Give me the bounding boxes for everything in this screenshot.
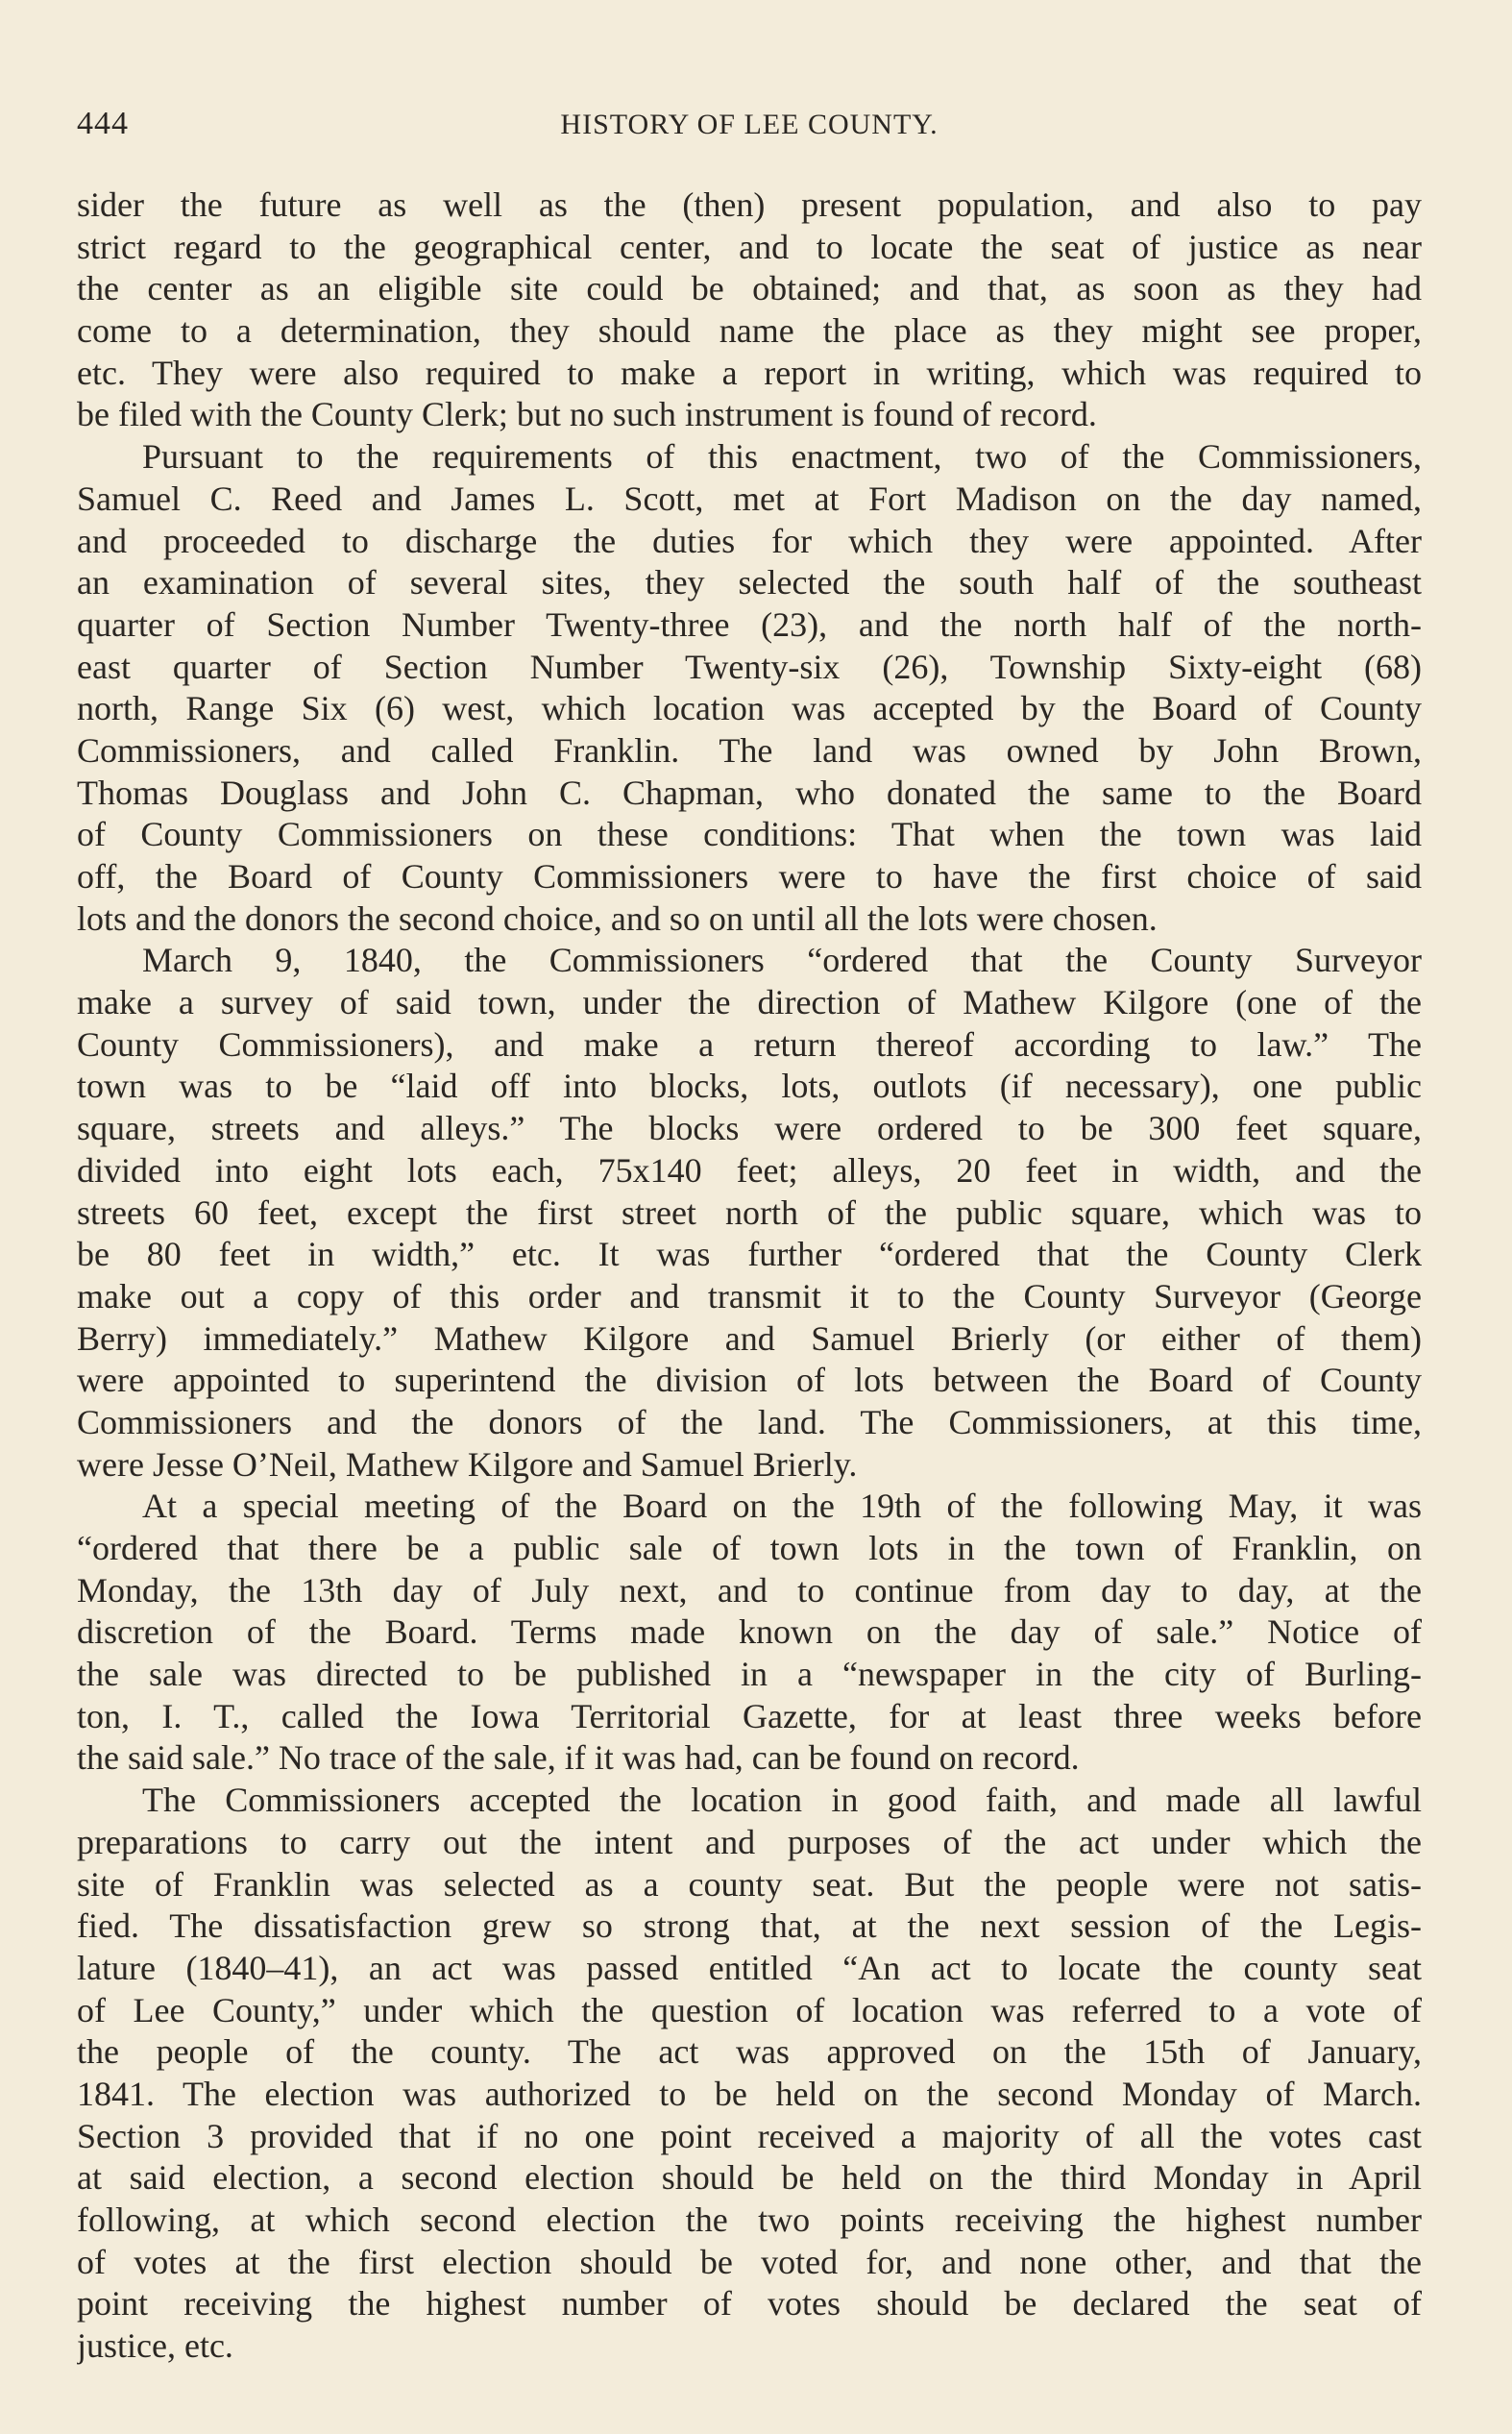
text-line: Monday, the 13th day of July next, and to continue from day to day, at the	[77, 1570, 1422, 1610]
text-line: the people of the county. The act was approved on the 15th of January,	[77, 2032, 1422, 2072]
text-line: of County Commissioners on these conditions: That when the town was laid	[77, 815, 1422, 854]
text-line: strict regard to the geographical center, and to locate the seat of justice as near	[77, 227, 1422, 266]
text-line: lature (1840–41), an act was passed entitled “An act to locate the county seat	[77, 1948, 1422, 1987]
text-line: fied. The dissatisfaction grew so strong that, at the next session of the Legis-	[77, 1906, 1422, 1946]
text-line: quarter of Section Number Twenty-three (23), and the north half of the north-	[77, 604, 1422, 644]
text-line: and proceeded to discharge the duties for which they were appointed. After	[77, 521, 1422, 560]
text-line: Berry) immediately.” Mathew Kilgore and Samuel Brierly (or either of them)	[77, 1318, 1422, 1358]
text-line: east quarter of Section Number Twenty-six (26), Township Sixty-eight (68)	[77, 647, 1422, 686]
running-head	[77, 106, 1422, 163]
text-line: off, the Board of County Commissioners were to have the first choice of said	[77, 857, 1422, 896]
text-line: lots and the donors the second choice, and so on until all the lots were chosen.	[77, 898, 1158, 938]
text-line: divided into eight lots each, 75x140 feet; alleys, 20 feet in width, and the	[77, 1150, 1422, 1190]
body-text	[77, 184, 1422, 2368]
text-line: following, at which second election the two points receiving the highest number	[77, 2200, 1422, 2239]
text-line: Pursuant to the requirements of this enactment, two of the Commissioners,	[142, 437, 1422, 477]
text-line: the center as an eligible site could be obtained; and that, as soon as they had	[77, 269, 1422, 308]
text-line: County Commissioners), and make a return thereof according to law.” The	[77, 1024, 1422, 1064]
text-line: ton, I. T., called the Iowa Territorial Gazette, for at least three weeks before	[77, 1696, 1422, 1735]
text-line: The Commissioners accepted the location in good faith, and made all lawful	[142, 1781, 1422, 1820]
text-line: the said sale.” No trace of the sale, if it was had, can be found on record.	[77, 1738, 1080, 1778]
text-line: square, streets and alleys.” The blocks were ordered to be 300 feet square,	[77, 1109, 1422, 1148]
text-line: the sale was directed to be published in a “newspaper in the city of Burling-	[77, 1655, 1422, 1694]
text-line: an examination of several sites, they selected the south half of the southeast	[77, 563, 1422, 602]
text-line: north, Range Six (6) west, which location was accepted by the Board of County	[77, 689, 1422, 728]
text-line: Samuel C. Reed and James L. Scott, met at Fort Madison on the day named,	[77, 479, 1422, 518]
text-line: Section 3 provided that if no one point received a majority of all the votes cast	[77, 2116, 1422, 2155]
text-line: be filed with the County Clerk; but no such instrument is found of record.	[77, 395, 1097, 434]
text-line: sider the future as well as the (then) present population, and also to pay	[77, 185, 1422, 224]
text-line: were appointed to superintend the division of lots between the Board of County	[77, 1361, 1422, 1400]
text-line: “ordered that there be a public sale of town lots in the town of Franklin, on	[77, 1529, 1422, 1567]
text-line: 1841. The election was authorized to be held on the second Monday of March.	[77, 2074, 1422, 2113]
text-line: town was to be “laid off into blocks, lots, outlots (if necessary), one public	[77, 1067, 1422, 1106]
text-line: site of Franklin was selected as a county seat. But the people were not satis-	[77, 1864, 1422, 1904]
text-line: preparations to carry out the intent and purposes of the act under which the	[77, 1822, 1422, 1861]
text-line: justice, etc.	[77, 2326, 233, 2366]
text-line: make out a copy of this order and transmit it to the County Surveyor (George	[77, 1276, 1422, 1315]
text-line: be 80 feet in width,” etc. It was further “ordered that the County Clerk	[77, 1235, 1422, 1274]
text-line: of votes at the first election should be voted for, and none other, and that the	[77, 2242, 1422, 2281]
text-line: come to a determination, they should name the place as they might see proper,	[77, 311, 1422, 351]
text-line: were Jesse O’Neil, Mathew Kilgore and Samuel Brierly.	[77, 1444, 858, 1484]
text-line: of Lee County,” under which the question of location was referred to a vote of	[77, 1990, 1422, 2029]
text-line: Commissioners and the donors of the land. The Commissioners, at this time,	[77, 1402, 1422, 1441]
text-line: make a survey of said town, under the direction of Mathew Kilgore (one of the	[77, 983, 1422, 1022]
text-line: discretion of the Board. Terms made known on the day of sale.” Notice of	[77, 1612, 1422, 1652]
book-page	[77, 106, 1422, 2368]
text-line: At a special meeting of the Board on the 19th of the following May, it was	[142, 1487, 1422, 1526]
running-title: HISTORY OF LEE COUNTY.	[560, 109, 939, 140]
text-line: Thomas Douglass and John C. Chapman, who donated the same to the Board	[77, 773, 1422, 812]
text-line: point receiving the highest number of votes should be declared the seat of	[77, 2284, 1422, 2323]
text-line: etc. They were also required to make a report in writing, which was required to	[77, 353, 1422, 392]
text-line: at said election, a second election should be held on the third Monday in April	[77, 2158, 1422, 2198]
text-line: March 9, 1840, the Commissioners “ordered that the County Surveyor	[142, 941, 1422, 980]
page-number: 444	[77, 106, 129, 141]
text-line: streets 60 feet, except the first street north of the public square, which was to	[77, 1192, 1422, 1232]
text-line: Commissioners, and called Franklin. The land was owned by John Brown,	[77, 730, 1422, 770]
